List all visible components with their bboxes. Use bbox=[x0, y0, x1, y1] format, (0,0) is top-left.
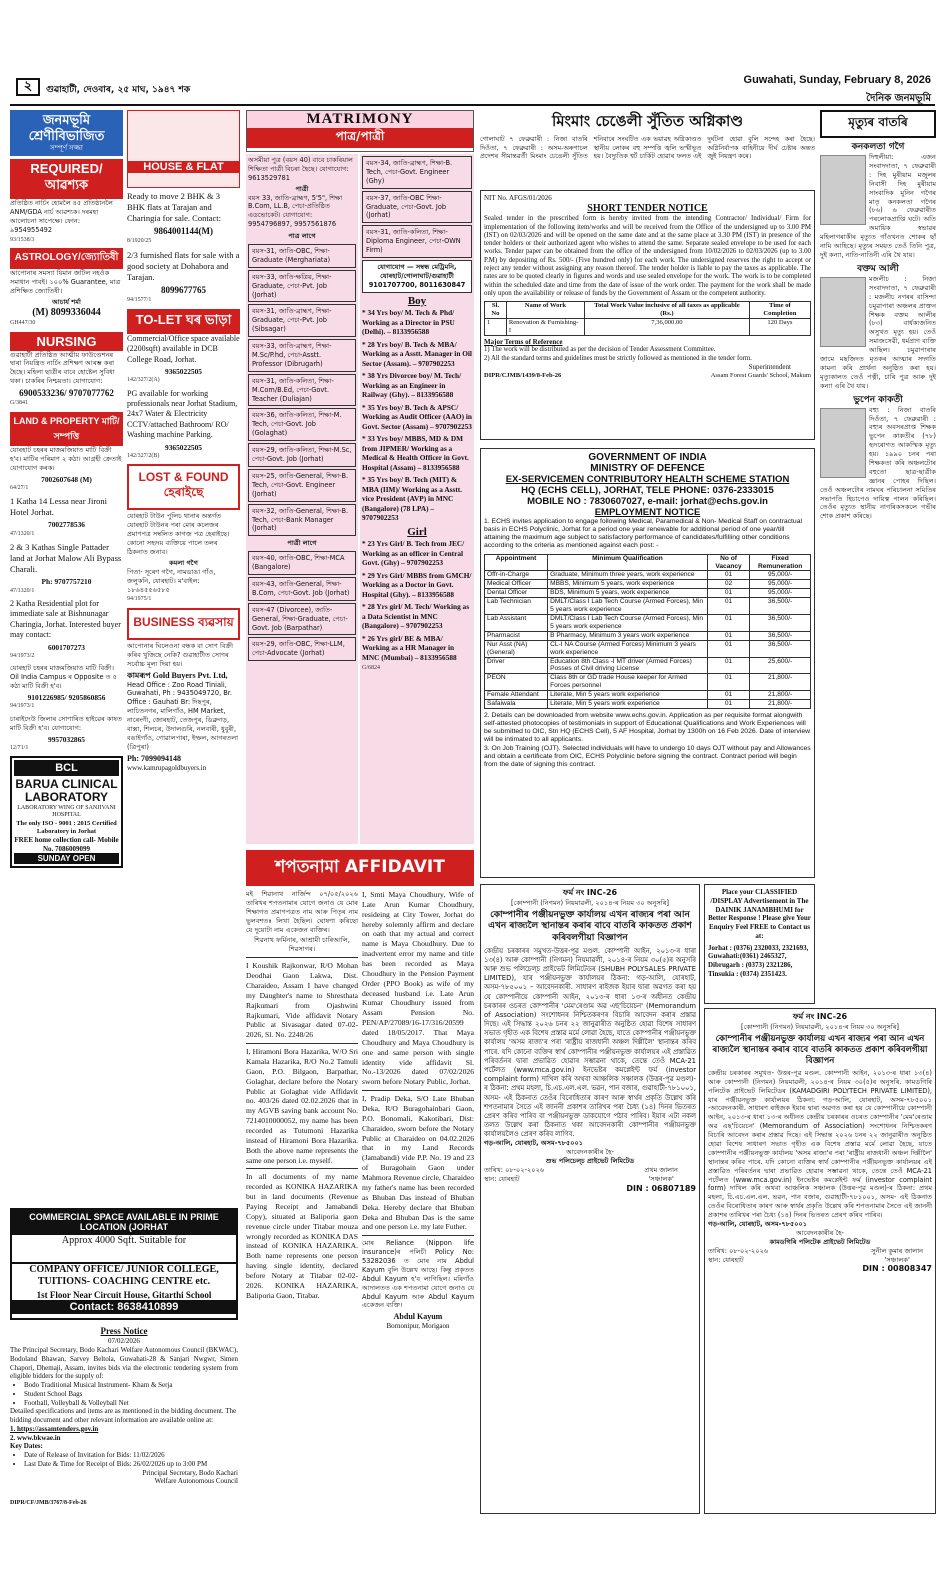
press-item: • Student School Bags bbox=[24, 1390, 238, 1399]
press-link-1[interactable]: 1. https://assamtenders.gov.in bbox=[10, 1424, 99, 1433]
echs-cell: 21,800/- bbox=[750, 700, 811, 709]
ad-code: 12/71/1 bbox=[10, 744, 29, 751]
echs-cell: Literate, Min 5 years work experience bbox=[548, 700, 708, 709]
classified-box-contacts: Jorhat : (0376) 2320033, 2321693, Guwahati:(0361) 2465327, Dibrugarh : (0373) 2321286, Tinsukia : (0374) 2351423. bbox=[708, 943, 809, 978]
echs-cell: 95,000/- bbox=[750, 571, 811, 580]
echs-cell: Graduate, Minimum three years, work experience bbox=[548, 571, 708, 580]
house-flat-title: HOUSE & FLAT bbox=[128, 161, 239, 173]
echs-cell: 01 bbox=[707, 691, 750, 700]
tender-dipr: DIPR/CJMB/1439/8-Feb-26 bbox=[484, 372, 562, 380]
ad-code: G/3841 bbox=[10, 400, 28, 407]
ad-business: আপোনাৰ ঘিলেওনা বন্ধক বা সোণ বিক্ৰী কৰিব খুজিছে নেকি? গুৱাহাটীত সোণৰ সৰ্বোচ্চ মূল্য দিয়া হয়। bbox=[127, 641, 233, 668]
tender-term: 1) The work will be distributed as per the decision of Tender Assessment Committee. bbox=[484, 346, 716, 354]
echs-cell: CL-I NA Course (Armed Forces) Minimum 3 years work experience bbox=[548, 640, 708, 657]
matrimony-ad: বয়স-25, জাতি-General, শিক্ষা-B. Tech, পেচা-Govt. Engineer (Jorhat) bbox=[248, 469, 356, 502]
matrimony-ad: বয়স-31, জাতি-কলিতা, শিক্ষা-Diploma Engineer, পেচা-OWN Firm) bbox=[362, 225, 472, 258]
ad-code: 94/1975/1 bbox=[127, 596, 152, 603]
echs-para-2: 2. Details can be downloaded from website www.echs.gov.in. Application as per requisite format alongwith self-attested photocopies of testimonials in support of Educational Qualifications and Work Experiences will be submitted to OIC, Stn HQ (ECHS Cell), 5 AF Hospital, Jorhat by 1300h on 16 Feb 2026. Date of interview will be intimated to all applicants. bbox=[484, 711, 811, 744]
affidavit-item: I, Pradip Deka, S/O Late Bhuban Deka, R/O Buragohainbari Gaon, P.O. Bonomali, Kakotibari, Dist: Charaideo, sworn before the Notary Public at Charaideo on 04.02.2026 that in my Land Records (Jamabandi) vide P.P. No. 19 and 23 of Buragohain Gaon under Mahmora Revenue circle, Charaideo my father's name has been recorded as Bhuban Das instead of Bhuban Deka. Hereby declare that Bhuban Deka and Bhuban Das is the same and one person i.e. my late Futher. bbox=[362, 1094, 474, 1232]
obituary-title: মৃত্যুৰ বাতৰি bbox=[820, 110, 936, 138]
echs-cell: Medical Officer bbox=[485, 580, 548, 589]
matrimony-ad: বয়স-36, জাতি-কলিতা, শিক্ষা-M. Tech, পেচা-Govt. Job (Golaghat) bbox=[248, 408, 356, 441]
echs-line: MINISTRY OF DEFENCE bbox=[590, 463, 705, 474]
classified-box-text: Place your CLASSIFIED /DISPLAY Advertisement in The DAINIK JANAMBHUMI for Better Response ! Please give Your Enquiry Feel FREE to Contact us at: bbox=[708, 888, 811, 940]
inc-sign-row bbox=[708, 1247, 932, 1276]
land3-phone: Ph: 9707757210 bbox=[41, 577, 92, 587]
ad-code: 142/327/2(A) bbox=[127, 377, 160, 384]
newspaper-name: দৈনিক জনমভূমি bbox=[866, 93, 931, 104]
ad-astrology: আপোনাৰ সমস্যা যিমান জটিল নহওঁক সমাধান পাবই। ১০০% Guarantee, মাত্ৰ প্ৰশিক্ষিত জ্যোতিষী। bbox=[10, 269, 121, 295]
obit-text: দিহুলীয়া: এজন সংবাদদাতা, ৭ ফেব্ৰুৱাৰী : দিহ মুৰীয়াম মজুলৰ নিবাসী দিহ মুৰীয়াম সাংবাদিক মুনিন গগৈৰ মাতৃ কনকলতা গগৈৰ (৮৬) ৬ ফেব্ৰুৱাৰীত পৰলোকপ্ৰাপ্তি ঘটে। অতি অমায়িক স্বভাৱৰ মহিলাগৰাকীৰ মৃত্যুত গাঁওখনত শোকৰ ছাঁ নামি আহিছে। মৃত্যুৰ সময়ত তেওঁ তিনি পুত্ৰ, দুই কন্যা, নাতি-নাতিনী এৰি থৈ যায়। bbox=[820, 153, 936, 259]
news-fire-text: গোলাঘাট ৭ ফেব্ৰুৱাৰী : নিজা বাতৰি দিওঁতা, ৭ ফেব্ৰুৱাৰী : অসম-অৰুণাচল প্ৰদেশৰ সীমান্তৱৰ্তী মিংমাং চেঙেলী সুঁতিত শনিবাৰে সংঘটিত এক ভয়াৱহ অগ্নিকাণ্ডত স্থানীয় লোকৰ বহু সম্পত্তি জ্বলি ভস্মীভূত হয়। বৈদ্যুতিক শ্বৰ্ট চাৰ্কিট হোৱাৰ ফলত এই দুৰ্ঘটনা হোৱা বুলি সন্দেহ কৰা হৈছে। অগ্নিনিৰ্বাপক বাহিনীয়ে দীৰ্ঘ চেষ্টাৰ অন্তত জুই নিয়ন্ত্ৰণ কৰে। bbox=[480, 135, 815, 161]
inc-body: কেন্দ্ৰীয় চৰকাৰৰ সমুখত-উত্তৰ-পূৱ মণ্ডল. কোম্পানী আইন, ২০১৩-ৰ ধাৰা ১৩(৪) আৰু কোম্পানী (নিগমন) নিয়মাৱলী, ২০১৪-ৰ নিয়ম ৩০(৫)ৰ অনুসৰি আৰু শুভ পলিচেল্‌চ প্ৰাইভেট লিমিটেডৰ (SHUBH POLYSALES PRIVATE LIMITED), যাৰ পঞ্জীয়নভুক্ত কাৰ্যালয়ৰ ঠিকনা: গড়-আলি, যোৰহাট, অসম-৭৮৫০০১ – আবেদনকাৰী. সাধাৰণ ৰাইজক ইয়াৰ দ্বাৰা অৱগত কৰা হয় যে কোম্পানীয়ে কোম্পানী আইন, ২০১৩-ৰ ধাৰা ১৩-ৰ অধীনত কেন্দ্ৰীয় চৰকাৰৰ ওচৰত কোম্পানীৰ 'মেম'ৰেণ্ডাম অৱ এছ'চিয়েচন' (Memorandum of Association) সংশোধনৰ নিশ্চিতকৰণৰ বিচাৰি আবেদন কৰাৰ প্ৰস্তাৱ দিছে। এই সিদ্ধান্ত ২০২৬ চনৰ ২২ জানুৱাৰীত অনুষ্ঠিত হোৱা বিশেষ সাধাৰণ সভাত গৃহীত এক বিশেষ প্ৰস্তাৱ মৰ্মে লোৱা হৈছে, যাতে কোম্পানীৰ পঞ্জীয়নভুক্ত কাৰ্যালয় 'অসম ৰাজ্য'ৰ পৰা 'ৰাষ্ট্ৰীয় ৰাজধানী অঞ্চল দিল্লীলৈ' স্থানান্তৰ কৰিব পাৰে. যদি কোনো ব্যক্তিৰ স্বাৰ্থ কোম্পানীৰ পঞ্জীয়নভুক্ত কাৰ্যালয়ৰ এই প্ৰস্তাৱিত পৰিবৰ্তনৰ দ্বাৰা প্ৰভাৱিত হোৱাৰ সম্ভাৱনা থাকে, তেন্তে তেওঁ MCA-21 পৰ্টেলত (www.mca.gov.in) ইনভেষ্টৰ কমপ্লেইন্ট ফৰ্ম (investor complaint form) দাখিল কৰি অথবা আঞ্চলিক সঞ্চালক (উত্তৰ-পূৱ মণ্ডল)-ৰ ঠিকনা: প্ৰথম মহলা, চি.এচ.এল.এল. ভৱন, পান বজাৰ, গুৱাহাটী-৭৮১০০১, অসম- এই ঠিকনাত তেওঁৰ বিৰোধিতাৰ কাৰণ আৰু স্বাৰ্থৰ প্ৰকৃতি উল্লেখ কৰি শপতনামাৰ সৈতে এই জাননী প্ৰকাশৰ তাৰিখৰ পৰা চৈধ্য (১৪) দিনৰ ভিতৰত প্ৰেৰণ কৰিব পাৰিব বা পঞ্জীয়নভুক্ত ডাকযোগে পঠাব পাৰিব। ইয়াৰ এটা নকল তলত উল্লেখ কৰা ঠিকনাত থকা আবেদনকাৰী কোম্পানীৰ পঞ্জীয়নভুক্ত কাৰ্যালয়লৈও প্ৰেৰণ কৰিব লাগিব. bbox=[484, 946, 696, 1139]
tender-col: Name of Work bbox=[506, 302, 584, 319]
ad-land-2: 1 Katha 14 Lessa near Jironi Hotel Jorhat. bbox=[10, 496, 108, 518]
ad-code: 94/1577/1 bbox=[127, 297, 152, 304]
echs-line: EX-SERVICEMEN CONTRIBUTORY HEALTH SCHEME STATION bbox=[505, 474, 790, 485]
lab-iso: The only ISO - 9001 : 2015 Certified Laboratory in Jorhat bbox=[16, 819, 117, 835]
affidavit-item: মই শিৱানাথ নাৰ্জিন্দ ০৭/০৫/২০২৬ তাৰিখৰ শপতনামাৰ যোগে জনাও যে মোৰ শিক্ষাগত প্ৰমাণপত্ৰত নাম আৰু পিতৃৰ নাম ভুলবশতঃ লিখা হৈছিল। ঘোষণা কৰিছো যে দুয়োটা নাম একেজন ব্যক্তিৰ। bbox=[246, 890, 358, 934]
inc-addr: গড়-আলি, যোৰহাট, অসম-৭৮৫০০১ bbox=[484, 1139, 584, 1148]
tender-footer bbox=[484, 372, 811, 380]
echs-cell: Dental Officer bbox=[485, 589, 548, 598]
nursing-phone: 6900533236/ 9707077762 bbox=[19, 388, 114, 399]
affidavit-item: মোৰ Reliance (Nippon life insurance)ৰ পলিচী Policy No: 53282036 ত মোৰ নাম Abdul Kayum বুলি উল্লেখ আছে। কিন্তু প্ৰকৃতত Abdul Kayum হ'ব লাগিছিল। মৰিগাঁও আদালতত এক শপতনামা যোগে জনাও যে Abdul Kayum আৰু Abdul Kayum একেজন ব্যক্তি। bbox=[362, 1239, 474, 1310]
echs-row bbox=[485, 614, 811, 631]
matrimony-subhead: পাত্ৰী bbox=[295, 184, 309, 193]
inc-form: ফৰ্ম নং INC-26 bbox=[562, 888, 618, 897]
echs-row bbox=[485, 640, 811, 657]
inc-company: কামডগিৰি পলিটেক প্ৰাইভেট লিমিটেড bbox=[769, 1237, 871, 1246]
tender-col: Time of Completion bbox=[749, 302, 810, 319]
tender-nit: NIT No. AFGS/01/2026 bbox=[484, 194, 552, 202]
inc-sig2: 'সঞ্চালক' bbox=[884, 1255, 910, 1264]
echs-col: Fixed Remuneration bbox=[750, 554, 811, 571]
echs-cell: DMLT/Class I Lab Tech Course (Armed Forces), Min 5 years work experience bbox=[548, 598, 708, 615]
press-item: • Bodo Traditional Musical Instrument- Kham & Serja bbox=[24, 1381, 238, 1390]
matrimony-ad: বয়স-43, জাতি-General, শিক্ষা-B.Com, পেচা-Govt. Job (Jorhat) bbox=[248, 577, 356, 601]
echs-cell: 01 bbox=[707, 640, 750, 657]
section-astrology: ASTROLOGY/জ্যোতিষী bbox=[10, 248, 123, 269]
tender-term: 2) All the standard terms and guidelines must be strictly followed as mentioned in the tender form. bbox=[484, 354, 752, 362]
echs-line: MOBILE NO : 7830607027, e-mail: jorhat@echs.gov.in bbox=[527, 496, 768, 507]
commercial-l2: COMPANY OFFICE/ JUNIOR COLLEGE, TUITIONS- COACHING CENTRE etc. bbox=[10, 1264, 238, 1290]
girl-ad: * 29 Yrs Girl/ MBBS from GMCH/ Working as a Doctor in Govt. Hospital (Ghy). – 8133956588 bbox=[362, 570, 472, 599]
boy-ad: * 33 Yrs boy/ MBBS, MD & DM from JIPMER/ Working as a Medical & Health Officer in Govt. Hospital (Assam) – 8133956588 bbox=[362, 434, 469, 472]
echs-col: Minimum Qualification bbox=[548, 554, 708, 571]
affidavit-item: In all documents of my name recorded as KONIKA HAZARIKA but in land documents (Revenue Paying Receipt and Jamabandi Copy), situated at Baliporia gaon revenue circle under Titabar mouza wrongly recorded as KONIKA DAS instead of KONIKA HAZARIKA. Both name represents one person having single identity, declared before Notary at Titabar 02-02-2026. KONIKA HAZARIKA, Baliporia Gaon, Titabar. bbox=[246, 1172, 358, 1300]
classified-masthead bbox=[10, 110, 123, 156]
inc-date-block bbox=[484, 1166, 544, 1195]
inc-for: আবেদনকাৰীৰ হৈ- bbox=[796, 1228, 844, 1237]
news-fire-title: মিংমাং চেঙেলী সুঁতিত অগ্নিকাণ্ড bbox=[551, 112, 744, 130]
lost-found-banner bbox=[127, 464, 240, 510]
matrimony-title: MATRIMONY bbox=[247, 111, 473, 128]
affidavit-sign: Abdul Kayum bbox=[393, 1312, 443, 1322]
matrimony-contact: যোগাযোগ — সম্বন্ধ মেট্ৰিমনি, যোৰহাট/গোলাঘাট/গুৱাহাটী 9101707700, 8011630847 bbox=[362, 260, 472, 293]
tender-cell: 120 Days bbox=[749, 318, 810, 335]
press-text: The Principal Secretary, Bodo Kachari Welfare Autonomous Council (BKWAC), Bodoland Bhawan, Sarvey Beltola, Guwahati-28 & Sanjari Nwgwr, Simen Chapori, Dhemaji, Assam, invites bids via the electronic tendering system from eligible bidders for the supply of: bbox=[10, 1346, 238, 1381]
page-header bbox=[10, 70, 935, 106]
tolet-phone: 9365022505 bbox=[165, 366, 202, 376]
ad-lost: যোৰহাট টাউন পুলিচ থানাৰ অন্তৰ্গত যোৰহাট টাউনৰ পৰা মোৰ কলেজৰ প্ৰমাণপত্ৰ সম্বলিত কাগজ পত্ৰ হেৰাইছে। কোনো সহৃদয় ব্যক্তিয়ে পালে তলৰ ঠিকনাত জনাব। bbox=[127, 512, 230, 556]
tender-cell: 7,36,000.00 bbox=[585, 318, 750, 335]
press-date: 07/02/2026 bbox=[108, 1337, 140, 1346]
girl-heading: Girl bbox=[407, 525, 427, 538]
house-phone: 9864001144(M) bbox=[154, 226, 213, 237]
press-link-2[interactable]: 2. www.bkwae.in bbox=[10, 1433, 61, 1442]
obit-name: কনকলতা গগৈ bbox=[851, 142, 905, 152]
boy-ad: * 34 Yrs boy/ M. Tech & Phd/ Working as a Director in PSU (Delhi). – 8133956588 bbox=[362, 308, 455, 337]
obit-photo bbox=[820, 277, 866, 347]
house2-phone: 8099677765 bbox=[161, 285, 206, 296]
commercial-contact: Contact: 8638410899 bbox=[12, 1300, 236, 1314]
press-signature: Principal Secretary, Bodo Kachari Welfare Autonomous Council bbox=[142, 1468, 238, 1486]
echs-cell: Lab Assistant bbox=[485, 614, 548, 631]
header-date: Guwahati, Sunday, February 8, 2026 bbox=[743, 74, 931, 86]
press-key-dates: Key Dates: bbox=[10, 1442, 43, 1451]
ad-code: G/6824 bbox=[362, 665, 380, 672]
echs-cell: 01 bbox=[707, 657, 750, 674]
inc-sign-row bbox=[484, 1166, 696, 1195]
lost-address: পিতা- সূৰেণ গগৈ, নামডাঙা গাঁও, জলুকনি, যোৰহাট। ম'বাইল: ১৮৬৪৫৫৬৫৮৫ bbox=[127, 567, 216, 594]
lost-found-title: LOST & FOUND হেৰাইছে bbox=[138, 470, 229, 500]
echs-para-3: 3. On Job Training (OJT). Selected individuals will have to undergo 10 days OJT without pay and Allowances and obtain a certificate from OIC, ECHS Polyclinic before signing the contract. Contract period will begin from the date of signing this contract. bbox=[484, 744, 811, 768]
ad-code: 8/1920/25 bbox=[127, 238, 152, 245]
matrimony-ad: বয়স-32, জাতি-General, শিক্ষা-B. Tech, পেচা-Bank Manager (Jorhat) bbox=[248, 504, 356, 537]
affidavit-left bbox=[246, 890, 358, 1510]
echs-cell: 36,500/- bbox=[750, 640, 811, 657]
column-classified-2 bbox=[127, 110, 240, 1200]
ad-tolet: Commercial/Office space available (2200sqft) available in DCB College Road, Jorhat. bbox=[127, 333, 240, 364]
echs-cell: 01 bbox=[707, 589, 750, 598]
inc-form: ফৰ্ম নং INC-26 bbox=[792, 1012, 848, 1021]
business-title: BUSINESS ব্যৱসায় bbox=[133, 614, 234, 629]
press-item: • Football, Volleyball & Volleyball Net bbox=[24, 1399, 238, 1408]
boy-ad: * 38 Yrs Divorcee boy/ M. Tech/ Working as an Engineer in Railway (Ghy). – 8133956588 bbox=[362, 371, 462, 400]
divider bbox=[246, 1168, 358, 1169]
divider bbox=[362, 1235, 474, 1236]
matrimony-ad: বয়স-31, জাতি-OBC, শিক্ষা-Graduate (Merghariata) bbox=[248, 244, 356, 268]
echs-cell: 01 bbox=[707, 614, 750, 631]
affidavit-sign: Bornonipur, Morigaon bbox=[386, 1322, 450, 1331]
echs-cell: 95,000/- bbox=[750, 589, 811, 598]
classified-info-box bbox=[704, 884, 815, 1004]
boy-ad: * 35 Yrs boy/ B. Tech & APSC/ Working as Audit Officer (AAO) in Govt. Sector (Assam) – 9707902253 bbox=[362, 402, 472, 431]
land2-phone: 7002778536 bbox=[48, 520, 85, 530]
obit-name: ভুপেন কাকতী bbox=[853, 394, 903, 405]
tender-text: Sealed tender in the prescribed form is hereby invited from the intending Contractor/ Individual/ Firm for implementation of the following item/works and will be received from the Office of the undersigned up to 3.00 PM (IST) on 02/03/2026 and will be opened on the same date and at the same place at 3.30 PM (IST) in presence of the tender holders or their authorized agent who wishes to attend the same. Separate sealed envelope to be used for each works. Tender paper can be obtained from the office of the undersigned from 10/02/2026 to 02/03/2026 (up to 3.00 P.M) by depositing of Rs. 500/- (Five hundred only) for each work. The undersigned reserves the right to accept or reject any tender without assigning any reason thereof. The tender holder is liable to pay the taxes as applicable. The rates are to be quoted clearly in figures and words and use sealed envelope for the work. The work is to be completed within the scheduled date and time from the date of issue of the work order. The payment for the work shall be made only upon the availability or release of funds by the Government of Assam or the competent authority. bbox=[484, 215, 811, 297]
commercial-l1: Approx 4000 Sqft. Suitable for bbox=[61, 1234, 187, 1246]
inc-sign-block bbox=[862, 1247, 932, 1276]
inc26-notice-kamadgiri bbox=[704, 1008, 936, 1514]
inc-sign-block bbox=[626, 1166, 696, 1195]
affidavit-item: I, Smti Maya Choudhury, Wife of Late Arun Kumar Choudhury, resideing at City Tower, Jorhat do hereby solemnly affirm and declare on oath that my actual and correct name is Maya Choudhury. Due to inadvertent error my name and title has been recorded as Maya Choudhury in the Pension Payment Order (PPO Book) as wife of my deceased husband i.e. Late Arun Kumar Choudhury issued from Assam Pension No. PEN/AP/27089/16-17/316/20599 dated 18/05/2017. That Maya Choudhury and Maya Choudhury is one and same person with single identity vide affidavit Sl. No.-13/2026 dated 07/02/2026 sworn before Notary Public, Jorhat. bbox=[362, 890, 474, 1087]
matrimony-left bbox=[246, 154, 358, 844]
inc-sub: [কোম্পানী (নিগমন) নিয়মাৱলী, ২০১৪-ৰ নিয়ম ৩০ অনুসৰি] bbox=[511, 898, 669, 907]
lab-sub: LABORATORY WING OF SANJIVANI HOSPITAL bbox=[17, 804, 116, 819]
biz-address: Head Office : Zoo Road Tiniali, Guwahati, Ph : 9435049720, Br. Office : Gauhati Br: দিছপুৰ, লাচিতনগৰ, মালিগাঁও, HM Market, নাৰেংগী, জোৰহাট, তেজপুৰ, ডিব্ৰুগড়, বাক্সা, শিলচৰ, উদালগুৰি, নলবাৰী, ধুবুৰী, বঙাইগাঁও, গোৱালপাৰা, ইম্ফল, আগৰতলা (ত্ৰিপুৰা) bbox=[127, 680, 239, 751]
press-title: Press Notice bbox=[100, 1326, 148, 1336]
echs-cell: 01 bbox=[707, 631, 750, 640]
echs-row bbox=[485, 571, 811, 580]
boy-ad: * 35 Yrs boy/ B. Tech (MIT) & MBA (IIM)/ Working as a Asstt. vice President (AVP) in MNC (Bangalore) (78 LPA) – 9707902253 bbox=[362, 475, 463, 523]
obit-name: বক্তম আলী bbox=[857, 263, 899, 274]
matrimony-sub: পাত্ৰ/পাত্ৰী bbox=[247, 128, 473, 148]
girl-ad: * 23 Yrs Girl/ B. Tech from JEC/ Working as an officer in Central Govt. (Ghy) – 9707902253 bbox=[362, 539, 465, 568]
land-phone: 7002607648 (M) bbox=[41, 474, 92, 484]
matrimony-ad: বয়স-47 (Divorcee), জাতি-General, শিক্ষা-Graduate, পেচা-Govt. Job (Barpathar) bbox=[248, 603, 356, 636]
press-date-item: • Date of Release of Invitation for Bids: 11/02/2026 bbox=[24, 1451, 238, 1460]
matrimony-ad: বয়স-29, জাতি-কলিতা, শিক্ষা-M.Sc, পেচা-Govt. Job (Jorhat) bbox=[248, 443, 356, 467]
matrimony-ad: বয়স-33, জাতি-ক্ষত্ৰিয়, শিক্ষা-Graduate, পেচা-Pvt. Job (Jorhat) bbox=[248, 270, 356, 303]
matrimony-right bbox=[360, 154, 474, 844]
matrimony-ad: বয়স-29, জাতি-OBC, শিক্ষা-LLM, পেচা-Advocate (Jorhat) bbox=[248, 637, 356, 661]
echs-cell: Literate, Min 5 years work experience bbox=[548, 691, 708, 700]
echs-cell: Education 8th Class -I MT driver (Armed Forces) Posses of Civil driving License bbox=[548, 657, 708, 674]
press-more: Detailed specifications and items are as mentioned in the bidding document. The bidding document and other relevant information are available online at: bbox=[10, 1407, 237, 1424]
section-nursing: NURSING bbox=[10, 332, 123, 351]
ad-code: 94/1973/1 bbox=[10, 703, 35, 710]
ad-house: Ready to move 2 BHK & 3 BHK flats at Tarajan and Charingia for sale. Contact: bbox=[127, 191, 221, 224]
boy-ad: * 28 Yrs boy/ B. Tech & MBA/ Working as a Asstt. Manager in Oil Sector (Assam). – 9707902253 bbox=[362, 339, 472, 368]
echs-employment-notice bbox=[480, 448, 815, 878]
obituary-column bbox=[820, 110, 936, 1000]
tender-col: Sl. No bbox=[485, 302, 507, 319]
business-banner bbox=[127, 608, 240, 640]
echs-row bbox=[485, 580, 811, 589]
ad-code: 47/1320/1 bbox=[10, 587, 35, 594]
echs-row bbox=[485, 700, 811, 709]
echs-col: No of Vacancy bbox=[707, 554, 750, 571]
matrimony-ad: অসমীয়া পুত্ৰ (বয়স 40) বাবে চাকৰিয়াল শিক্ষিতা পাত্ৰী বিচৰা হৈছে। যোগাযোগ: 9613529781 bbox=[248, 156, 353, 182]
matrimony-ad: বয়স-31, জাতি-ব্ৰাহ্মণ, শিক্ষা-Graduate, পেচা-Pvt. Job (Sibsagar) bbox=[248, 304, 356, 337]
inc-date-block bbox=[708, 1247, 768, 1276]
matrimony-subhead: পাত্ৰী লাগে bbox=[287, 539, 317, 548]
boy-heading: Boy bbox=[407, 294, 427, 307]
echs-cell: BDS, Minimum 5 years, work experience bbox=[548, 589, 708, 598]
echs-row bbox=[485, 589, 811, 598]
divider bbox=[246, 1043, 358, 1044]
lab-logo: BCL bbox=[14, 760, 119, 776]
divider bbox=[246, 957, 358, 958]
ad-code: 64/27/1 bbox=[10, 484, 29, 491]
ad-land-4: 2 Katha Residential plot for immediate sale at Bishnunagar Charingia, Jorhat. Interested buyer may contact: bbox=[10, 599, 121, 640]
echs-cell: B Pharmacy, Minimum 3 years work experience bbox=[548, 631, 708, 640]
echs-cell: Driver bbox=[485, 657, 548, 674]
inc-head: কোম্পানীৰ পঞ্জীয়নভুক্ত কাৰ্যালয় এখন ৰাজ্যৰ পৰা আন এখন ৰাজ্যলৈ স্থানান্তৰ কৰাৰ বাবে বাতৰি কাকতত প্ৰকাশ কৰিবলগীয়া বিজ্ঞাপন bbox=[712, 1033, 928, 1066]
land5-phone: 9101226985/ 9205860856 bbox=[27, 693, 106, 703]
ad-required: প্ৰতিষ্ঠিত নাৰ্চিং হোমলৈ ৪৫ প্ৰতিষ্ঠানলৈ ANM/GDA নাৰ্চ আৱশ্যক। দৰমহা আলোচনা সাপেক্ষে। ফোন: ৯954955492 bbox=[10, 198, 113, 234]
matrimony-ad: বয়স-33, জাতি-ব্ৰাহ্মণ, শিক্ষা-M.Sc/P.hd, পেচা-Asstt. Professor (Dibrugarh) bbox=[248, 339, 356, 372]
ad-code: 93/1538/3 bbox=[10, 236, 35, 243]
land6-phone: 9957032865 bbox=[48, 734, 85, 744]
inc-body: কেন্দ্ৰীয় চৰকাৰৰ সমুখত- উত্তৰ-পূৱ মণ্ডল. কোম্পানী আইন, ২০১৩-ৰ ধাৰা ১৩(৪) আৰু কোম্পানী (নিগমন) নিয়মাৱলী, ২০১৪-ৰ নিয়ম ৩০(৫)ৰ অনুসৰি. কামডগিৰি পলিটেক প্ৰাইভেট লিমিটেডৰ (KAMADGIRI POLYTECH PRIVATE LIMITED), যাৰ পঞ্জীয়নভুক্ত কাৰ্যালয়ৰ ঠিকনা: গড়-আলি, যোৰহাট, অসম-৭৮৫০০১ -আবেদনকাৰী. সাধাৰণ ৰাইজক ইয়াৰ দ্বাৰা অৱগত কৰা হয় যে কোম্পানীয়ে কোম্পানী আইন, ২০১৩-ৰ ধাৰা ১৩-ৰ অধীনত কেন্দ্ৰীয় চৰকাৰৰ ওচৰত কোম্পানীৰ 'মেম'ৰেণ্ডাম অৱ এছ'চিয়েচন' (Memorandum of Association) সংশোধনৰ নিশ্চিতকৰণ বিচাৰি আবেদন কৰাৰ প্ৰস্তাৱ দিছে। এই সিদ্ধান্ত ২০২৬ চনৰ ২২ জানুৱাৰীত অনুষ্ঠিত হোৱা বিশেষ সাধাৰণ সভাত গৃহীত এক বিশেষ প্ৰস্তাৱ মৰ্মে লোৱা হৈছে, যাতে কোম্পানীৰ পঞ্জীয়নভুক্ত কাৰ্যালয় 'অসম ৰাজ্য'ৰ পৰা 'ৰাষ্ট্ৰীয় ৰাজধানী অঞ্চল দিল্লীলৈ' স্থানান্তৰ কৰিব পাৰে. যদি কোনো ব্যক্তিৰ স্বাৰ্থ কোম্পানীৰ পঞ্জীয়নভুক্ত কাৰ্যালয়ৰ এই প্ৰস্তাৱিত পৰিবৰ্তনৰ দ্বাৰা প্ৰভাৱিত হোৱাৰ সম্ভাৱনা থাকে, তেন্তে তেওঁ MCA-21 পৰ্টেলত (www.mca.gov.in) ইনভেষ্টৰ কমপ্লেইন্ট ফৰ্ম (investor complaint form) দাখিল কৰি অথবা আঞ্চলিক সঞ্চালক (উত্তৰ-পূৱ মণ্ডল)-ৰ ঠিকনা: প্ৰথম মহলা, চি.এচ.এল.এল. ভৱন, পান বজাৰ, গুৱাহাটী-৭৮১০০১, অসম- এই ঠিকনাত তেওঁৰ বিৰোধিতাৰ কাৰণ আৰু স্বাৰ্থৰ প্ৰকৃতি উল্লেখ কৰি শপতনামাৰ সৈতে এই জাননী প্ৰকাশৰ তাৰিখৰ পৰা চৈধ্য (১৪) দিনৰ ভিতৰত প্ৰেৰণ কৰিব পাৰিব। bbox=[708, 1068, 932, 1220]
matrimony-ad: বয়স 33, জাতি-ব্ৰাহ্মণ, 5'5", শিক্ষা B.Com, LL.B, পেচা-প্ৰতিষ্ঠিত এডভোকেট। যোগাযোগ: 9954796897, 9957561876 bbox=[248, 193, 343, 229]
echs-cell: MBBS, Minimum 5 years, work experience bbox=[548, 580, 708, 589]
matrimony-ad: বয়স-34, জাতি-ব্ৰাহ্মণ, শিক্ষা-B. Tech, পেচা-Govt. Engineer (Ghy) bbox=[362, 156, 472, 189]
press-dipr: DIPR/CF/JMB/3767/8-Feb-26 bbox=[10, 1500, 87, 1506]
ad-house-2: 2/3 furnished flats for sale with a good society at Dohabora and Tarajan. bbox=[127, 249, 240, 282]
echs-cell: 02 bbox=[707, 580, 750, 589]
inc-addr: গড়-আলি, যোৰহাট, অসম-৭৮৫০০১ bbox=[708, 1219, 808, 1228]
ad-nursing: গুৱাহাটী প্ৰতিষ্ঠিত আত্মীয় ফাউণ্ডেশনৰ দ্বাৰা নিয়ন্ত্ৰিত নাৰ্চিং প্ৰশিক্ষণ আৰম্ভ কৰা হৈছে। মহিলা ছাত্ৰীৰ বাবে হোষ্টেল সুবিধা থকা। চাকৰিৰ নিশ্চয়তা। যোগাযোগ: bbox=[10, 350, 115, 386]
echs-cell: Safaiwala bbox=[485, 700, 548, 709]
echs-cell: DMLT/Class I Lab Tech Course (Armed Forces), Min 5 years work experience bbox=[548, 614, 708, 631]
inc-date: তাৰিখ: ০৮-০২-২০২৬ bbox=[484, 1166, 545, 1175]
inc-place: স্থান: যোৰহাট bbox=[484, 1174, 520, 1183]
inc-sig: সুনীল কুমাৰ জালান bbox=[871, 1246, 924, 1255]
echs-cell: 21,800/- bbox=[750, 691, 811, 700]
divider bbox=[362, 1090, 474, 1091]
echs-cell: 36,500/- bbox=[750, 614, 811, 631]
echs-cell: Nur Asst (NA) (General) bbox=[485, 640, 548, 657]
press-items bbox=[10, 1381, 238, 1407]
biz-name: কামৰূপ Gold Buyers Pvt. Ltd, bbox=[127, 670, 228, 680]
echs-cell: Female Attendant bbox=[485, 691, 548, 700]
masthead-sub: সম্পূৰ্ণ সজ্জা bbox=[50, 144, 83, 153]
astro-phone: (M) 8099336044 bbox=[32, 306, 101, 318]
inc-head: কোম্পানীৰ পঞ্জীয়নভুক্ত কাৰ্যালয় এখন ৰাজ্যৰ পৰা আন এখন ৰাজ্যলৈ স্থানান্তৰ কৰাৰ বাবে বাতৰি কাকতত প্ৰকাশ কৰিবলগীয়া বিজ্ঞাপন bbox=[488, 909, 692, 944]
header-date-assamese: গুৱাহাটী, দেওবাৰ, ২৫ মাঘ, ১৯৪৭ শক bbox=[46, 85, 191, 95]
echs-cell: Lab Technician bbox=[485, 598, 548, 615]
ad-code: GH447/30 bbox=[10, 320, 36, 327]
echs-intro: 1. ECHS invites application to engage following Medical, Paramedical & Non- Medical Staff on contractual basis in ECHS Polyclinic, Jorhat for a period one year renewable for additional period of one year/till attaining the maximum age subject to satisfactory performance of candidates/fulfilling other conditions according to the criteria as mentioned against each post: - bbox=[484, 518, 802, 550]
inc-place: স্থান: যোৰহাট bbox=[708, 1255, 744, 1264]
affidavit-header: শপতনামা AFFIDAVIT bbox=[246, 850, 474, 886]
biz-website[interactable]: www.kamrupagoldbuyers.in bbox=[127, 763, 207, 772]
inc-date: তাৰিখ: ০৮-০২-২০২৬ bbox=[708, 1246, 769, 1255]
girl-ad: * 28 Yrs girl/ M. Tech/ Working as a Data Scientist in MNC (Bangalore) – 9707902253 bbox=[362, 602, 470, 631]
echs-table bbox=[484, 554, 811, 709]
tender-sig: Superintendent bbox=[748, 363, 791, 372]
matrimony-ad: বয়স-40, জাতি-OBC, শিক্ষা-MCA (Bangalore) bbox=[248, 551, 356, 575]
lost-name: কমলা গগৈ bbox=[169, 558, 198, 567]
inc-company: শুভ পলিচেল্‌চ প্ৰাইভেট লিমিটেড bbox=[545, 1157, 635, 1166]
ad-land-3: 2 & 3 Kathas Single Pattader land at Jorhat Malow Ali Bypass Charali. bbox=[10, 542, 122, 575]
astro-name: আচাৰ্য শৰ্মা bbox=[52, 297, 81, 306]
echs-row bbox=[485, 691, 811, 700]
echs-cell: Offr-in-Charge bbox=[485, 571, 548, 580]
echs-cell: 36,500/- bbox=[750, 631, 811, 640]
echs-cell: 01 bbox=[707, 674, 750, 691]
obit-photo bbox=[820, 408, 866, 478]
echs-line: GOVERNMENT OF INDIA bbox=[588, 452, 707, 463]
ad-land: যোৰহাট চহৰৰ মাজমজিয়াত মাটি বিক্ৰী হ'ব। মাটিৰ পৰিমাণ ২ কঠা। আগ্ৰহী ক্ৰেতাই যোগাযোগ কৰক। bbox=[10, 445, 122, 472]
commercial-footer bbox=[10, 1290, 238, 1320]
inc-for: আবেদনকাৰীৰ হৈ- bbox=[566, 1148, 614, 1157]
news-fire bbox=[480, 110, 815, 186]
echs-cell: 21,800/- bbox=[750, 674, 811, 691]
press-notice bbox=[10, 1326, 238, 1496]
short-tender-notice bbox=[480, 190, 815, 440]
echs-col: Appointment bbox=[485, 554, 548, 571]
matrimony-ad: বয়স-37, জাতি-OBC শিক্ষা-Graduate, পেচা-Govt. Job (Jorhat) bbox=[362, 191, 472, 224]
echs-row bbox=[485, 674, 811, 691]
press-date-item: • Last Date & Time for Receipt of Bids: 26/02/2026 up to 3:00 PM bbox=[24, 1460, 238, 1469]
echs-cell: PEON bbox=[485, 674, 548, 691]
ad-code: 94/1973/2 bbox=[10, 652, 35, 659]
echs-cell: Pharmacist bbox=[485, 631, 548, 640]
echs-cell: 36,500/- bbox=[750, 598, 811, 615]
matrimony-header bbox=[246, 110, 474, 152]
section-required: REQUIRED/ আৱশ্যক bbox=[10, 159, 123, 199]
echs-cell: 01 bbox=[707, 598, 750, 615]
echs-cell: Class 8th or GD trade House keeper for Armed Forces personnel bbox=[548, 674, 708, 691]
tolet2-phone: 9365022505 bbox=[165, 442, 202, 452]
echs-cell: 95,000/- bbox=[750, 580, 811, 589]
lab-ad bbox=[10, 756, 123, 868]
inc-sub: [কোম্পানী (নিগমন) নিয়মাৱলী, ২০১৪-ৰ নিয়ম ৩০ অনুসৰি] bbox=[741, 1022, 899, 1031]
ad-tolet-2: PG available for working professionals near Jorhat Stadium, 24x7 Water & Electricity CCTV/attached Bathroom/ RO/ Washing machine Parking. bbox=[127, 388, 238, 440]
obit-text: বহ্যু : নিজা বাতৰি দিওঁতা, ৭ ফেব্ৰুৱাৰী : বহ্যুৰ অবসৰপ্ৰাপ্ত শিক্ষক ভুপেন কাকতীৰ (৭৮) হৃদৰোগত আকস্মিক মৃত্যু হয়। ১৯৯০ চনৰ পৰা শিক্ষকতা কৰি অঞ্চলটোৰ বহুতো ছাত্ৰ-ছাত্ৰীক জ্ঞানৰ পোহৰ দিছিল। তেওঁ অঞ্চলটোৰ নামঘৰ পৰিচালনা সমিতিৰ সভাপতি হিচাপেও দায়িত্ব পালন কৰিছিল। তেওঁৰ মৃত্যুত স্থানীয় নাগৰিকসকলে গভীৰ শোক প্ৰকাশ কৰিছে। bbox=[820, 405, 936, 521]
lab-sunday: SUNDAY OPEN bbox=[14, 853, 119, 864]
echs-row bbox=[485, 598, 811, 615]
girl-ad: * 26 Yrs girl/ BE & MBA/ Working as a HR Manager in MNC (Mumbai) – 8133956588 bbox=[362, 633, 457, 662]
ad-land-5: যোৰহাট চহৰৰ মাজমজিয়াত মাটি বিক্ৰী। Oil India Campus ৰ Opposite ত ৫ কঠা মাটি বিক্ৰী হ'ব। bbox=[10, 664, 117, 691]
obit-photo bbox=[820, 155, 866, 225]
biz-phone: Ph: 7099094148 bbox=[127, 753, 181, 763]
tender-cell: 1 bbox=[485, 318, 507, 335]
affidavit-right bbox=[362, 890, 474, 1510]
echs-cell: 01 bbox=[707, 571, 750, 580]
echs-cell: 25,600/- bbox=[750, 657, 811, 674]
inc26-notice-shubh bbox=[480, 884, 700, 1514]
matrimony-ad: বয়স-31, জাতি-কলিতা, শিক্ষা-M.Com/B.Ed, পেচা-Govt. Teacher (Duliajan) bbox=[248, 374, 356, 407]
obit-text: মজলীচ : নিজা সংবাদদাতা, ৭ ফেব্ৰুৱাৰী : মজলীচ নগৰৰ বাসিন্দা চমুৱাপাৰা অঞ্চলৰ প্ৰাক্তন শিক্ষক বক্তম আলীৰ (৮৩) বাৰ্ধক্যজনিত অসুখত মৃত্যু হয়। তেওঁ সমাজসেৱী, ধৰ্মপ্ৰাণ ব্যক্তি আছিল। চমুৱাপাৰাৰ জামে মছজিদত মৃতকৰ আত্মাৰ সদ্গতি কামনা কৰি প্ৰাৰ্থনা অনুষ্ঠিত কৰা হয়। মৃত্যুকালত তেওঁ পত্নী, চাৰি পুত্ৰ আৰু দুই কন্যা এৰি থৈ যায়। bbox=[820, 274, 936, 390]
tender-cell: Renovation & Furnishing- I bbox=[506, 318, 584, 335]
press-dates bbox=[10, 1451, 238, 1469]
lab-name: BARUA CLINICAL LABORATORY bbox=[15, 777, 118, 805]
tender-title: SHORT TENDER NOTICE bbox=[587, 202, 708, 214]
commercial-space-ad bbox=[10, 1208, 238, 1264]
tender-sig2: Assam Forest Guards' School, Makum bbox=[710, 372, 811, 380]
tender-table bbox=[484, 301, 811, 336]
echs-line: HQ (ECHS CELL), JORHAT, TELE PHONE: 0376-2333015 bbox=[521, 485, 774, 496]
echs-row bbox=[485, 657, 811, 674]
affidavit-item: I Koushik Rajkonwar, R/O Mohan Deodhai Gaon Lakwa, Dist. Charaideo, Assam I have changed my Daughter's name to Shresthata Rajkumari from Ojashwini Rajkumari, Vide affidavit Notary Public at Sivasagar dated 07-02-2026, Sl. No. 2248/26 bbox=[246, 961, 358, 1040]
section-tolet: TO-LET ঘৰ ভাড়া bbox=[127, 309, 240, 334]
echs-cell: 01 bbox=[707, 700, 750, 709]
ad-land-6: চাৰাইদেউ জিলাৰ সোণাৰিত হাইৱেৰ কাষত মাটি বিক্ৰী হ'ব। যোগাযোগ: bbox=[10, 714, 123, 732]
tender-col: Total Work Value inclusive of all taxes as applicable (Rs.) bbox=[585, 302, 750, 319]
commercial-title: COMMERCIAL SPACE AVAILABLE IN PRIME LOCATION (JORHAT bbox=[12, 1210, 236, 1235]
affidavit-item: I, Hiramoni Bora Hazarika, W/O Sri Kamala Hazarika, R/O No.2 Tamuli Gaon, P.O. Bilgaon, Barpathar, Golaghat, declare before the Notary Public at Golaghat vide Affidavit no. 403/26 dated 02.02.2026 that in my AGVB saving bank account No. 7214010000052, my name has been recorded as Tutumoni Hazarika instead of Hiramoni Bora Hazarika. Both the above name represents the same one person i.e. myself. bbox=[246, 1047, 358, 1165]
page-number: ২ bbox=[16, 78, 40, 96]
echs-title: EMPLOYMENT NOTICE bbox=[594, 507, 701, 518]
ad-code: 142/327/2(B) bbox=[127, 452, 160, 459]
inc-sig: প্ৰথম জালান bbox=[644, 1166, 678, 1175]
tender-terms-head: Major Terms of Reference bbox=[484, 337, 563, 346]
echs-row bbox=[485, 631, 811, 640]
affidavit-sign: শিৱনাথ ফৰ্মিনাৰ, আশ্ৰামী চাৰিআলি, শিৱসাগৰ। bbox=[254, 936, 350, 954]
masthead-title: জনমভূমি শ্ৰেণীবিভাজিত bbox=[28, 113, 105, 144]
commercial-l3: 1st Floor Near Circuit House, Gitarthi School bbox=[36, 1290, 212, 1300]
matrimony-subhead: পাত্ৰ লাগে bbox=[288, 232, 316, 241]
land4-phone: 6001707273 bbox=[48, 642, 85, 652]
lab-home: FREE home collection call- Mobile No. 7086009099 bbox=[14, 835, 119, 853]
inc-din: DIN : 06807189 bbox=[626, 1183, 696, 1193]
inc-sig2: 'সঞ্চালক' bbox=[648, 1174, 674, 1183]
ad-code: 47/1320/1 bbox=[10, 530, 35, 537]
section-land: LAND & PROPERTY মাটি/সম্পত্তি bbox=[10, 412, 123, 446]
house-flat-banner bbox=[127, 110, 240, 188]
inc-din: DIN : 00808347 bbox=[862, 1264, 932, 1274]
